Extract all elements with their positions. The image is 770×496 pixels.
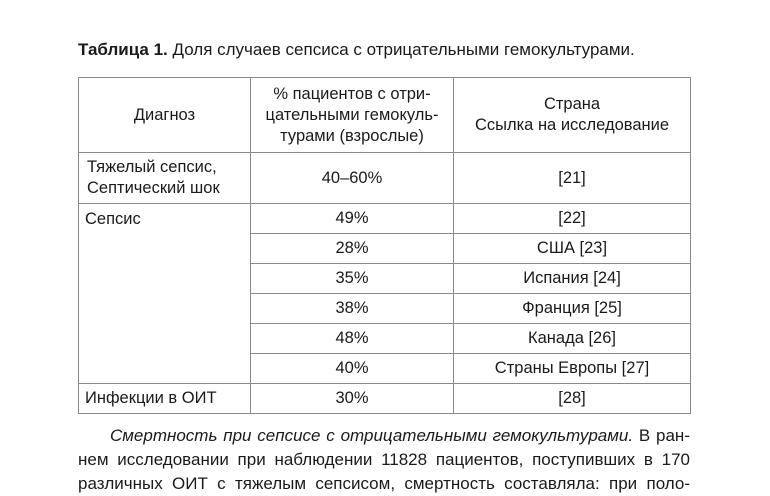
percent-cell: 49% [251, 204, 454, 234]
percent-cell: 28% [251, 234, 454, 264]
paragraph-line: Смертность при сепсисе с отрицательными гемокультурами. В ран- [110, 426, 690, 445]
header-diagnosis: Диагноз [79, 78, 251, 153]
percent-cell: 48% [251, 324, 454, 354]
percent-cell: 38% [251, 294, 454, 324]
header-percent: % пациентов с отри- цательными гемокуль- турами (взрослые) [251, 78, 454, 153]
table-row [79, 204, 691, 234]
caption-label: Таблица 1. [78, 40, 168, 59]
caption-text: Доля случаев сепсиса с отрицательными гемокультурами. [167, 40, 635, 59]
diagnosis-cell: Сепсис [79, 204, 251, 384]
percent-cell: 35% [251, 264, 454, 294]
table-header-row [79, 78, 691, 153]
reference-cell: Испания [24] [454, 264, 691, 294]
reference-cell: [28] [454, 384, 691, 414]
paragraph-heading: Смертность при сепсисе с отрицательными гемокультурами. [110, 426, 634, 445]
table-row [79, 153, 691, 204]
diagnosis-cell: Инфекции в ОИТ [79, 384, 251, 414]
paragraph-line: различных ОИТ с тяжелым сепсисом, смертность составляла: при поло- [78, 474, 690, 493]
percent-cell: 30% [251, 384, 454, 414]
reference-cell: Страны Европы [27] [454, 354, 691, 384]
percent-cell: 40% [251, 354, 454, 384]
reference-cell: Франция [25] [454, 294, 691, 324]
reference-cell: [22] [454, 204, 691, 234]
paragraph-line: нем исследовании при наблюдении 11828 пациентов, поступивших в 170 [78, 450, 690, 469]
table-row [79, 384, 691, 414]
diagnosis-cell: Тяжелый сепсис, Септический шок [79, 153, 251, 204]
table-caption [78, 40, 635, 60]
reference-cell: Канада [26] [454, 324, 691, 354]
reference-cell: [21] [454, 153, 691, 204]
header-country: Страна Ссылка на исследование [454, 78, 691, 153]
percent-cell: 40–60% [251, 153, 454, 204]
reference-cell: США [23] [454, 234, 691, 264]
sepsis-table [78, 77, 691, 414]
body-paragraph [78, 424, 690, 496]
